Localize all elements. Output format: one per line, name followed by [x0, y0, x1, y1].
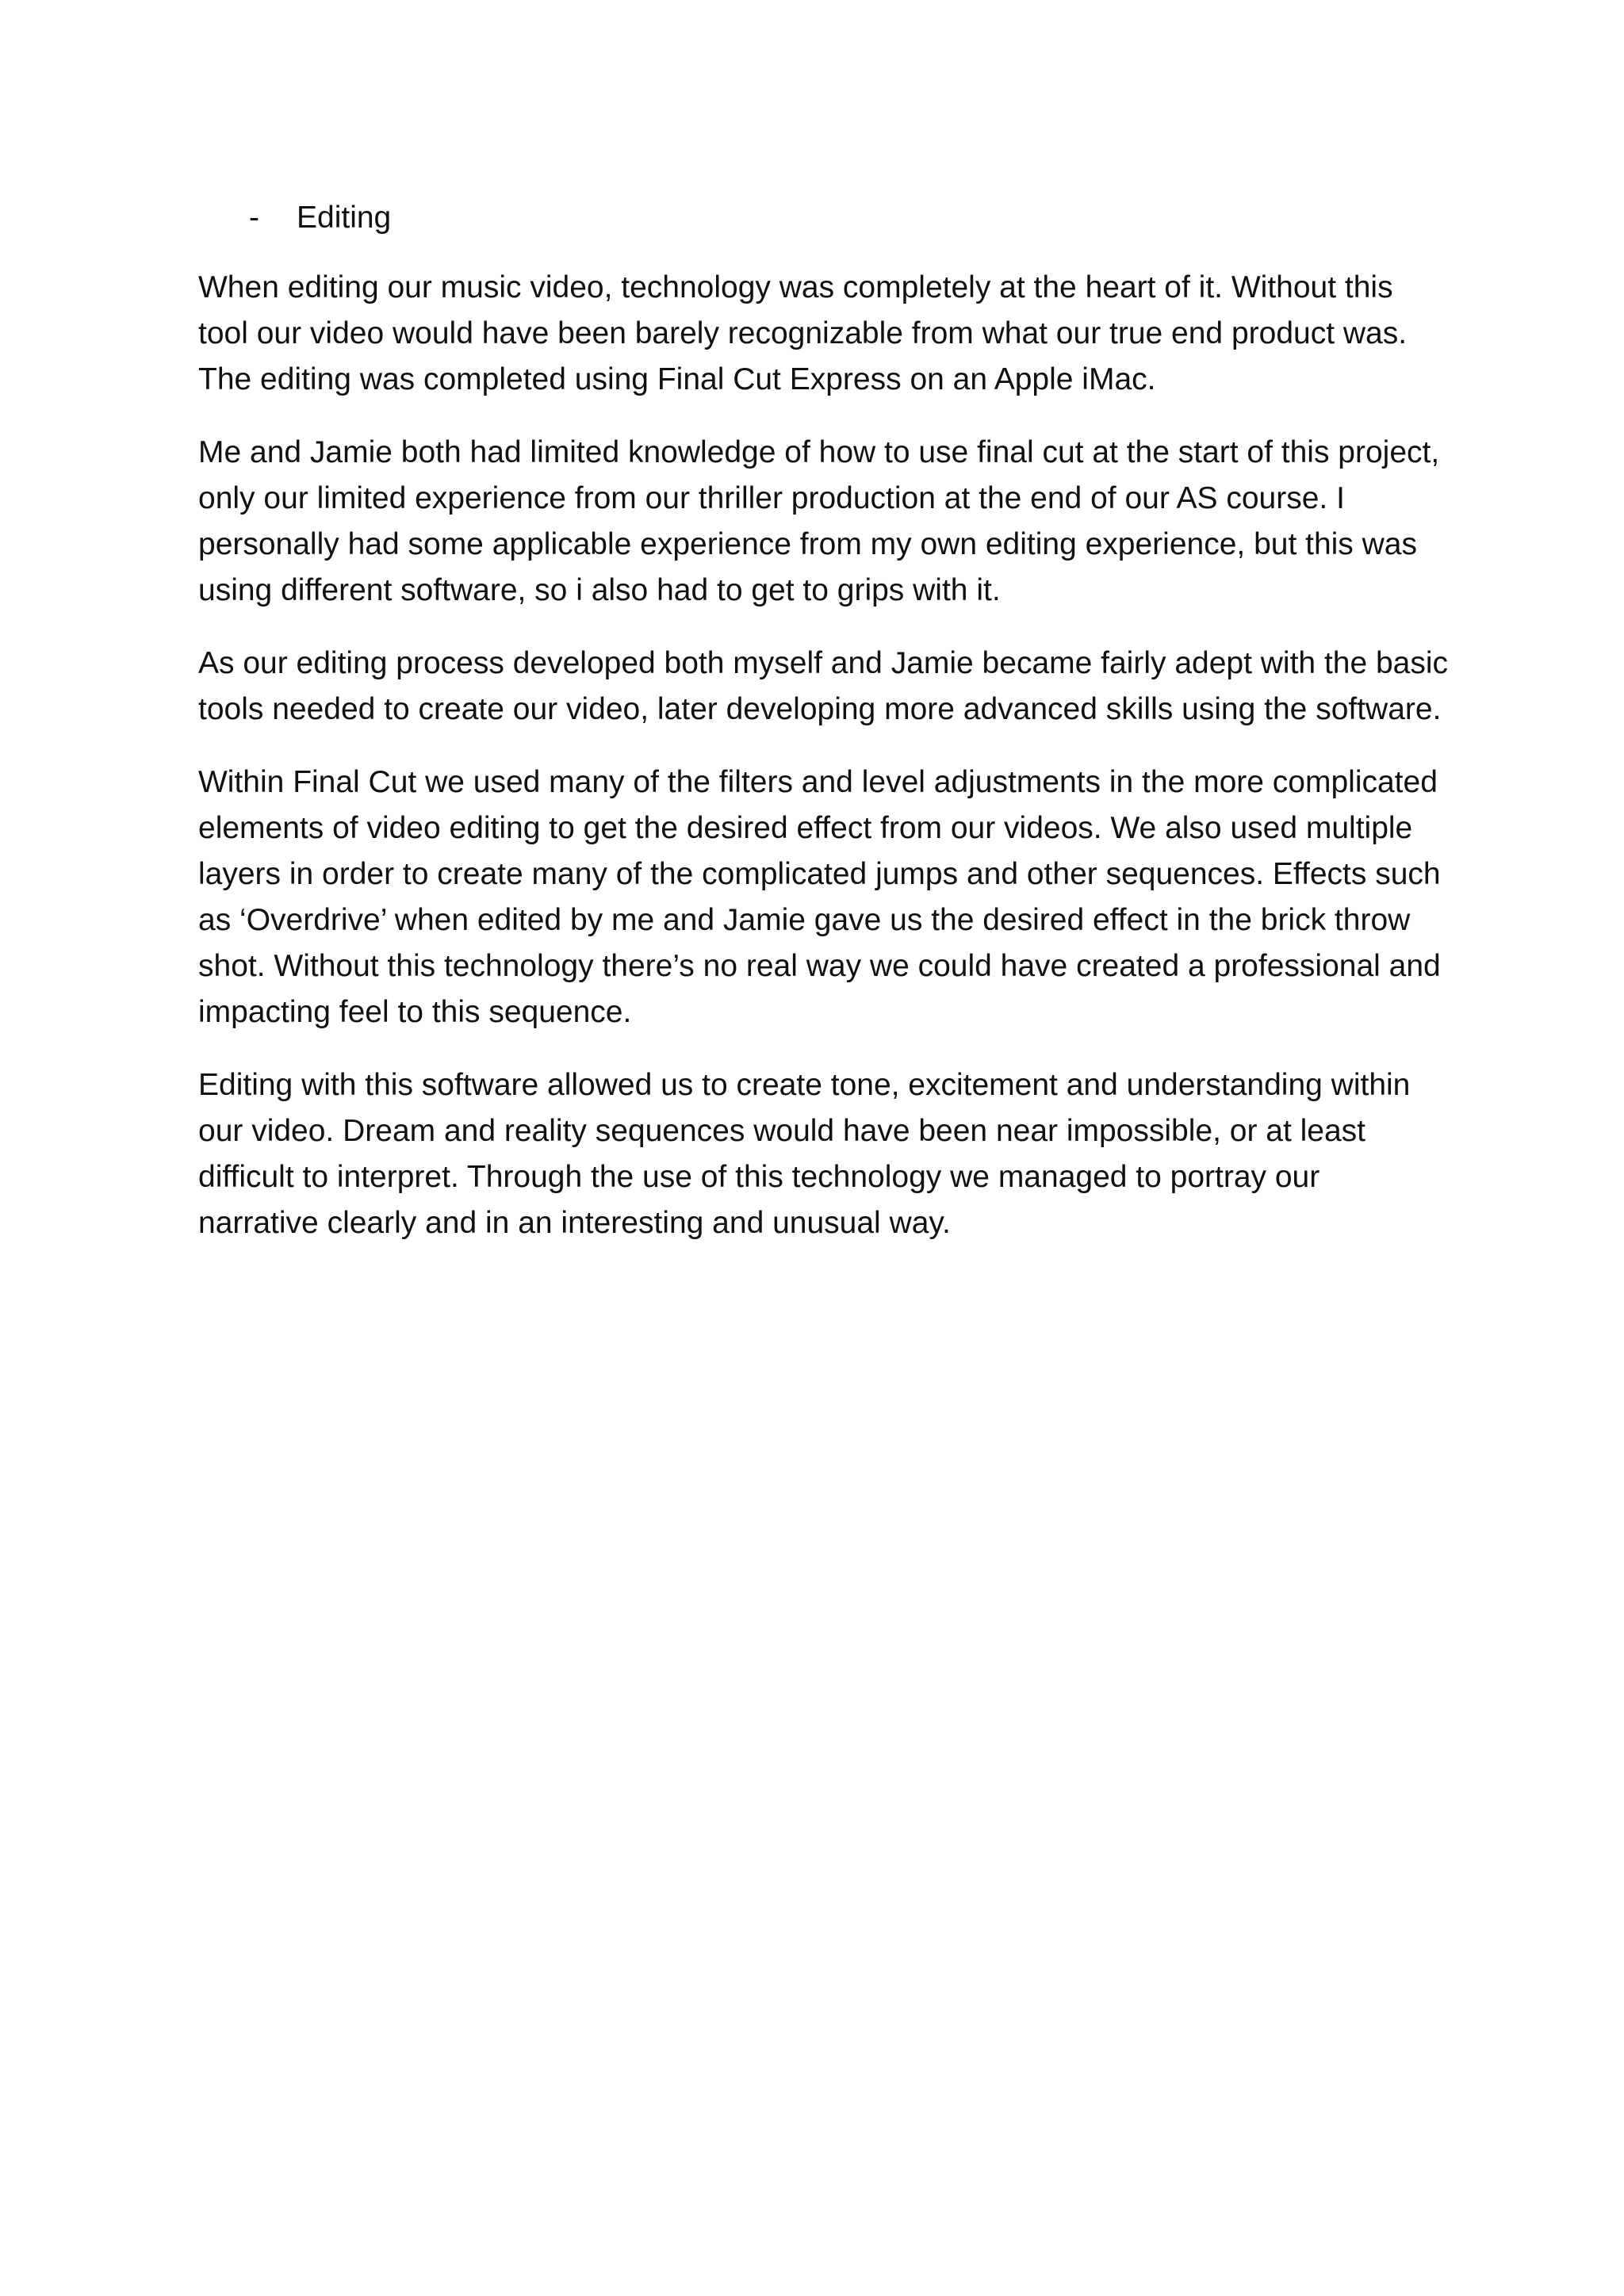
text-line: When editing our music video, technology was completely at the heart of it. Without this [198, 270, 1393, 304]
text-line: our video. Dream and reality sequences would have been near impossible, or at least [198, 1114, 1366, 1148]
paragraph-5 [198, 1062, 1451, 1246]
paragraph-4 [198, 760, 1451, 1035]
text-line: tools needed to create our video, later developing more advanced skills using the software. [198, 692, 1442, 726]
text-line: using different software, so i also had to get to grips with it. [198, 573, 1001, 607]
text-line: tool our video would have been barely recognizable from what our true end product was. [198, 316, 1408, 350]
text-line: Me and Jamie both had limited knowledge of how to use final cut at the start of this project, [198, 435, 1440, 469]
paragraph-1 [198, 265, 1451, 403]
bullet-dash: - [249, 201, 259, 235]
text-line: Editing with this software allowed us to create tone, excitement and understanding within [198, 1068, 1411, 1102]
text-line: as ‘Overdrive’ when edited by me and Jamie gave us the desired effect in the brick throw [198, 903, 1411, 937]
text-line: Within Final Cut we used many of the filters and level adjustments in the more complicated [198, 765, 1438, 799]
section-heading [198, 195, 1451, 241]
text-line: only our limited experience from our thriller production at the end of our AS course. I [198, 481, 1345, 515]
text-line: elements of video editing to get the desired effect from our videos. We also used multiple [198, 811, 1413, 845]
section-title: Editing [297, 201, 392, 235]
text-line: difficult to interpret. Through the use of this technology we managed to portray our [198, 1160, 1320, 1194]
text-line: shot. Without this technology there’s no real way we could have created a professional and [198, 949, 1441, 983]
text-line: impacting feel to this sequence. [198, 995, 632, 1029]
text-line: As our editing process developed both myself and Jamie became fairly adept with the basic [198, 646, 1449, 680]
text-line: personally had some applicable experience from my own editing experience, but this was [198, 527, 1417, 561]
paragraph-2 [198, 430, 1451, 614]
text-line: The editing was completed using Final Cut Express on an Apple iMac. [198, 362, 1156, 396]
text-line: narrative clearly and in an interesting and unusual way. [198, 1206, 951, 1240]
document-body [198, 195, 1451, 1273]
text-line: layers in order to create many of the complicated jumps and other sequences. Effects such [198, 857, 1441, 891]
paragraph-3 [198, 641, 1451, 733]
